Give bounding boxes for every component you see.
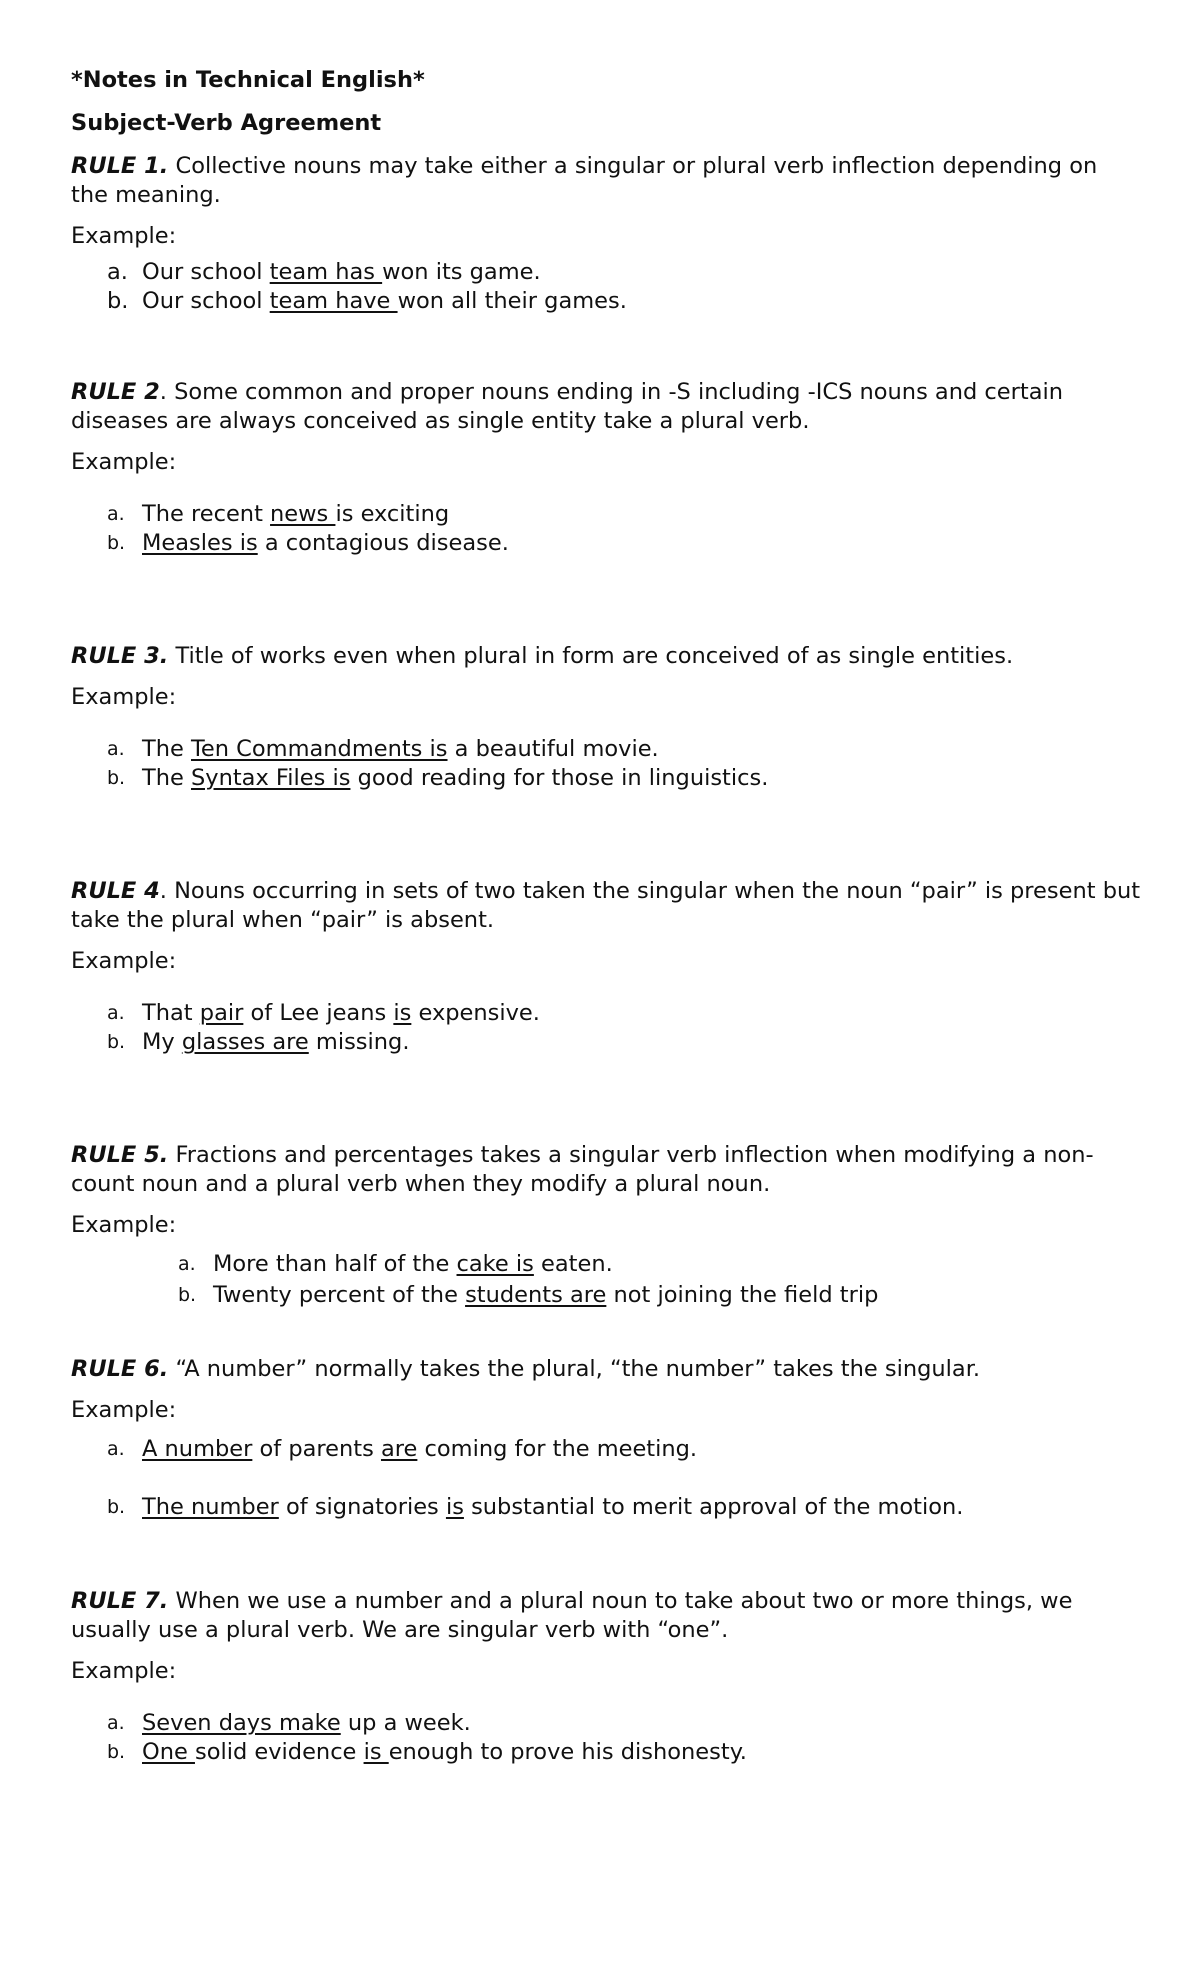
example-text: The	[142, 736, 191, 762]
rule-5-label: RULE 5.	[71, 1142, 169, 1168]
example-text: The recent	[142, 501, 271, 527]
underlined-text: Syntax Files is	[191, 765, 351, 791]
rule-4-description: . Nouns occurring in sets of two taken the singular when the noun “pair” is present but take the plural when “pair” is absent.	[71, 878, 1141, 933]
example-text: good reading for those in linguistics.	[350, 765, 769, 791]
underlined-text: glasses are	[181, 1029, 309, 1055]
rule-2-description: . Some common and proper nouns ending in -S including -ICS nouns and certain diseases are always conceived as single entity take a plural verb.	[71, 379, 1064, 434]
example-text: expensive.	[411, 1000, 540, 1026]
list-item	[71, 258, 1141, 287]
list-marker: b.	[107, 1741, 126, 1763]
example-text: won its game.	[382, 259, 541, 285]
list-marker: a.	[107, 1002, 125, 1024]
rule-6-text	[71, 1355, 1141, 1384]
list-item	[71, 287, 1141, 316]
list-item	[142, 1250, 1141, 1279]
list-marker: b.	[107, 767, 126, 789]
example-text: substantial to merit approval of the motion.	[463, 1494, 964, 1520]
example-text: Our school	[142, 259, 270, 285]
rule-4-text	[71, 877, 1141, 935]
underlined-text: Seven days make	[142, 1710, 341, 1736]
rule-7	[71, 1587, 1141, 1767]
rule-5-examples	[71, 1250, 1141, 1310]
rule-6-examples	[71, 1435, 1141, 1522]
rule-3-label: RULE 3.	[71, 643, 169, 669]
example-text: not joining the field trip	[606, 1282, 879, 1308]
list-item	[71, 735, 1141, 764]
underlined-text: One	[142, 1739, 195, 1765]
example-label: Example:	[71, 948, 177, 974]
rule-1-examples	[71, 258, 1141, 316]
example-label: Example:	[71, 449, 177, 475]
rule-7-description: When we use a number and a plural noun to take about two or more things, we usually use a plural verb. We are singular verb with “one”.	[71, 1588, 1073, 1643]
rule-3	[71, 642, 1141, 793]
example-text: of Lee jeans	[243, 1000, 394, 1026]
rule-4-label: RULE 4	[71, 878, 160, 904]
rule-5-text	[71, 1141, 1141, 1199]
rule-2	[71, 378, 1141, 558]
rule-2-examples	[71, 500, 1141, 558]
example-text: That	[142, 1000, 200, 1026]
list-marker: b.	[107, 288, 129, 314]
example-text: coming for the meeting.	[417, 1436, 698, 1462]
underlined-text: news	[270, 501, 336, 527]
example-text: enough to prove his dishonesty.	[388, 1739, 747, 1765]
example-text: Twenty percent of the	[213, 1282, 466, 1308]
list-item	[71, 1493, 1141, 1522]
rule-1-text	[71, 152, 1141, 210]
example-text: of parents	[252, 1436, 381, 1462]
example-label: Example:	[71, 1658, 177, 1684]
list-item	[71, 1709, 1141, 1738]
rule-2-label: RULE 2	[71, 379, 160, 405]
example-text: missing.	[308, 1029, 410, 1055]
rule-4	[71, 877, 1141, 1057]
example-label: Example:	[71, 223, 177, 249]
rule-6-description: “A number” normally takes the plural, “the number” takes the singular.	[168, 1356, 981, 1382]
rule-5-description: Fractions and percentages takes a singular verb inflection when modifying a non-count noun and a plural verb when they modify a plural noun.	[71, 1142, 1094, 1197]
example-text: More than half of the	[213, 1251, 457, 1277]
rule-3-description: Title of works even when plural in form are conceived of as single entities.	[168, 643, 1014, 669]
list-marker: a.	[107, 503, 125, 525]
underlined-text: A number	[142, 1436, 253, 1462]
example-text: won all their games.	[397, 288, 627, 314]
example-text: eaten.	[533, 1251, 613, 1277]
example-text: up a week.	[340, 1710, 471, 1736]
example-text: a contagious disease.	[257, 530, 509, 556]
example-text: Our school	[142, 288, 270, 314]
underlined-text: The number	[142, 1494, 279, 1520]
rule-1	[71, 152, 1141, 316]
example-text: of signatories	[278, 1494, 446, 1520]
example-label: Example:	[71, 1212, 177, 1238]
rule-1-description: Collective nouns may take either a singular or plural verb inflection depending on the meaning.	[71, 153, 1098, 208]
list-marker: b.	[107, 532, 126, 554]
underlined-text: are	[380, 1436, 418, 1462]
rule-5	[71, 1141, 1141, 1310]
list-item	[71, 1435, 1141, 1464]
document-title: *Notes in Technical English*	[71, 67, 425, 93]
example-text: My	[142, 1029, 182, 1055]
rule-6-label: RULE 6.	[71, 1356, 169, 1382]
list-item	[71, 1028, 1141, 1057]
underlined-text: cake is	[456, 1251, 534, 1277]
list-marker: b.	[107, 1031, 126, 1053]
rule-7-label: RULE 7.	[71, 1588, 169, 1614]
list-item	[71, 500, 1141, 529]
underlined-text: Measles is	[142, 530, 258, 556]
document-page	[71, 66, 1141, 1767]
rule-6	[71, 1355, 1141, 1522]
rule-2-text	[71, 378, 1141, 436]
list-marker: a.	[178, 1253, 196, 1275]
underlined-text: is	[363, 1739, 389, 1765]
example-text: solid evidence	[194, 1739, 364, 1765]
list-item	[142, 1281, 1141, 1310]
rule-4-examples	[71, 999, 1141, 1057]
underlined-text: is	[393, 1000, 412, 1026]
example-text: a beautiful movie.	[447, 736, 659, 762]
example-text: The	[142, 765, 191, 791]
rule-1-label: RULE 1.	[71, 153, 169, 179]
underlined-text: team have	[269, 288, 398, 314]
underlined-text: is	[445, 1494, 464, 1520]
underlined-text: team has	[269, 259, 383, 285]
list-marker: b.	[178, 1284, 197, 1306]
rule-7-examples	[71, 1709, 1141, 1767]
list-marker: a.	[107, 1438, 125, 1460]
list-item	[71, 1738, 1141, 1767]
list-marker: b.	[107, 1496, 126, 1518]
list-item	[71, 999, 1141, 1028]
example-label: Example:	[71, 1397, 177, 1423]
list-item	[71, 529, 1141, 558]
example-text: is exciting	[335, 501, 450, 527]
underlined-text: students are	[465, 1282, 607, 1308]
example-label: Example:	[71, 684, 177, 710]
rule-3-text	[71, 642, 1141, 671]
list-marker: a.	[107, 738, 125, 760]
underlined-text: pair	[199, 1000, 244, 1026]
list-item	[71, 764, 1141, 793]
list-marker: a.	[107, 259, 128, 285]
rule-7-text	[71, 1587, 1141, 1645]
rule-3-examples	[71, 735, 1141, 793]
section-heading: Subject-Verb Agreement	[71, 110, 382, 136]
list-marker: a.	[107, 1712, 125, 1734]
underlined-text: Ten Commandments is	[191, 736, 448, 762]
